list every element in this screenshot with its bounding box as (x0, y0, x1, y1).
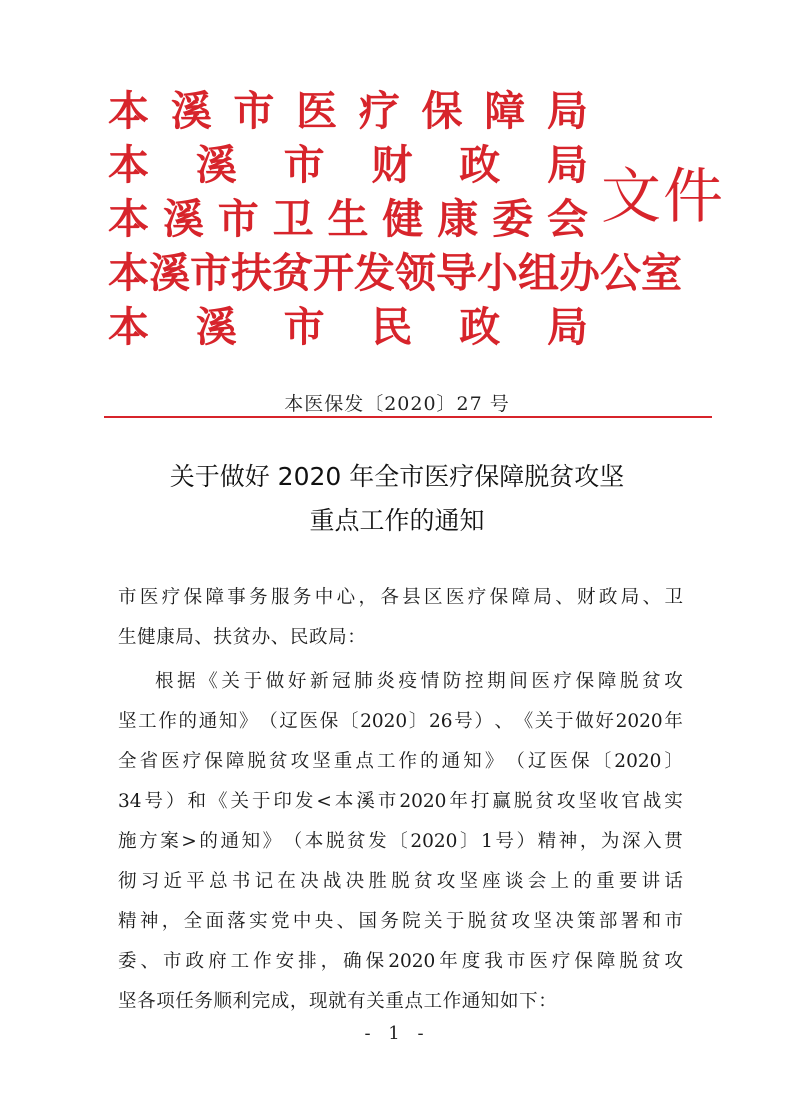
addressee-line: 市 医 疗 保 障 事 务 服 务 中 心 ， 各 县 区 医 疗 保 障 局 、 财 政 局 、 卫 (118, 587, 683, 608)
document-body (118, 578, 683, 1022)
paragraph-line: 34 号 ） 和 《 关 于 印 发 < 本 溪 市 2020 年 打 赢 脱 贫 攻 坚 收 官 战 实 (118, 791, 683, 812)
agency-name: 本 溪 市 财 政 局 (108, 141, 588, 189)
paragraph-line: 彻 习 近 平 总 书 记 在 决 战 决 胜 脱 贫 攻 坚 座 谈 会 上 的 重 要 讲 话 (118, 871, 683, 892)
paragraph-line: 坚各项任务顺利完成，现就有关重点工作通知如下： (118, 991, 558, 1012)
addressee-line: 生健康局、扶贫办、民政局： (118, 627, 367, 648)
paragraph-line: 根 据 《 关 于 做 好 新 冠 肺 炎 疫 情 防 控 期 间 医 疗 保 障 脱 贫 攻 (155, 671, 683, 692)
title-line: 关于做好 2020 年全市医疗保障脱贫攻坚 (169, 462, 625, 491)
paragraph-line: 委 、 市 政 府 工 作 安 排 ， 确 保 2020 年 度 我 市 医 疗 保 障 脱 贫 攻 (118, 951, 683, 972)
document-title (0, 455, 794, 543)
page-number: - 1 - (364, 1023, 430, 1044)
paragraph-line: 全 省 医 疗 保 障 脱 贫 攻 坚 重 点 工 作 的 通 知 》 （ 辽 医 保 〔 2020 〕 (118, 751, 683, 772)
agency-name: 本 溪 市 民 政 局 (108, 303, 588, 351)
document-word: 文件 (601, 162, 725, 232)
title-line: 重点工作的通知 (309, 506, 485, 535)
red-divider-line (104, 416, 712, 418)
agency-name: 本 溪 市 卫 生 健 康 委 会 (108, 195, 588, 243)
paragraph-line: 坚 工 作 的 通 知 》 （ 辽 医 保 〔 2020 〕 26 号 ） 、 《 关 于 做 好 2020 年 (118, 711, 683, 732)
agency-name: 本 溪 市 医 疗 保 障 局 (108, 87, 588, 135)
paragraph-line: 精 神 ， 全 面 落 实 党 中 央 、 国 务 院 关 于 脱 贫 攻 坚 决 策 部 署 和 市 (118, 911, 683, 932)
agency-name: 本 溪 市 扶 贫 开 发 领 导 小 组 办 公 室 (108, 249, 682, 297)
paragraph-line: 施 方 案 > 的 通 知 》 （ 本 脱 贫 发 〔 2020 〕 1 号 ） 精 神 ， 为 深 入 贯 (118, 831, 683, 852)
document-number: 本医保发〔2020〕27 号 (284, 393, 510, 415)
